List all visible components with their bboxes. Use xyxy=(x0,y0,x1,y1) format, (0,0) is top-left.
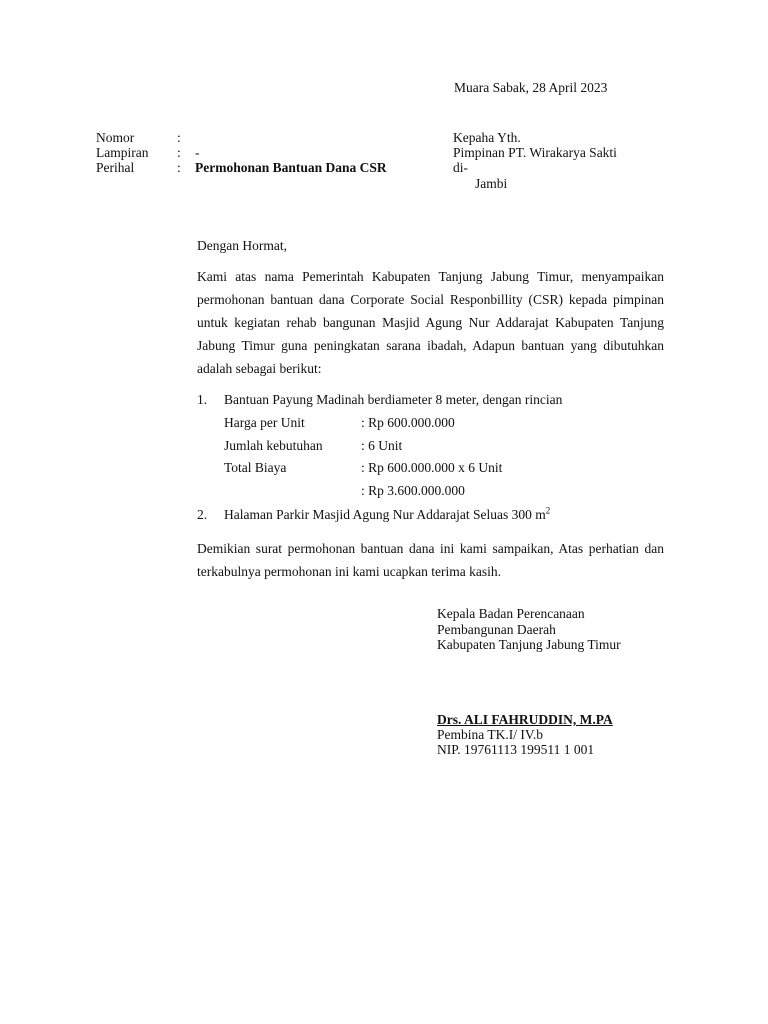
meta-value-perihal: Permohonan Bantuan Dana CSR xyxy=(195,160,387,175)
list-item-2-number: 2. xyxy=(197,507,208,522)
meta-value-lampiran: - xyxy=(195,145,200,160)
superscript-squared: 2 xyxy=(545,505,551,516)
signatory-nip: NIP. 19761113 199511 1 001 xyxy=(437,742,595,757)
meta-colon-perihal: : xyxy=(177,160,181,175)
detail-value-jumlah: : 6 Unit xyxy=(361,438,403,453)
closing-paragraph: Demikian surat permohonan bantuan dana ini kami sampaikan, Atas perhatian dan terkabulnya permohonan ini kami ucapkan terima kasih. xyxy=(197,541,664,579)
signatory-title-3: Kabupaten Tanjung Jabung Timur xyxy=(437,637,621,652)
recipient-company: Pimpinan PT. Wirakarya Sakti xyxy=(453,145,617,160)
detail-label-jumlah: Jumlah kebutuhan xyxy=(224,438,323,453)
signatory-name: Drs. ALI FAHRUDDIN, M.PA xyxy=(437,712,613,727)
detail-value-total: : Rp 600.000.000 x 6 Unit xyxy=(361,460,503,475)
detail-label-harga: Harga per Unit xyxy=(224,415,305,430)
meta-label-nomor: Nomor xyxy=(96,130,135,145)
detail-value-harga: : Rp 600.000.000 xyxy=(361,415,455,430)
signatory-rank: Pembina TK.I/ IV.b xyxy=(437,727,543,742)
list-item-2-text xyxy=(224,506,550,524)
letter-date: Muara Sabak, 28 April 2023 xyxy=(454,80,608,95)
signatory-title-2: Pembangunan Daerah xyxy=(437,622,556,637)
list-item-2-label: Halaman Parkir Masjid Agung Nur Addarajat Seluas 300 m xyxy=(224,507,546,522)
meta-colon-nomor: : xyxy=(177,130,181,145)
list-item-1-text: Bantuan Payung Madinah berdiameter 8 meter, dengan rincian xyxy=(224,392,563,407)
detail-value-grand-total: : Rp 3.600.000.000 xyxy=(361,483,465,498)
meta-label-perihal: Perihal xyxy=(96,160,135,175)
meta-colon-lampiran: : xyxy=(177,145,181,160)
salutation: Dengan Hormat, xyxy=(197,238,287,253)
opening-paragraph: Kami atas nama Pemerintah Kabupaten Tanjung Jabung Timur, menyampaikan permohonan bantuan dana Corporate Social Responbillity (CSR) kepada pimpinan untuk kegiatan rehab bangunan Masjid Agung Nur Addarajat Kabupaten Tanjung Jabung Timur guna peningkatan sarana ibadah, Adapun bantuan yang dibutuhkan adalah sebagai berikut: xyxy=(197,269,664,376)
recipient-greeting: Kepaha Yth. xyxy=(453,130,521,145)
recipient-di: di- xyxy=(453,160,468,175)
recipient-city: Jambi xyxy=(475,176,508,191)
signatory-title-1: Kepala Badan Perencanaan xyxy=(437,606,585,621)
detail-label-total: Total Biaya xyxy=(224,460,287,475)
list-item-1-number: 1. xyxy=(197,392,208,407)
meta-label-lampiran: Lampiran xyxy=(96,145,149,160)
